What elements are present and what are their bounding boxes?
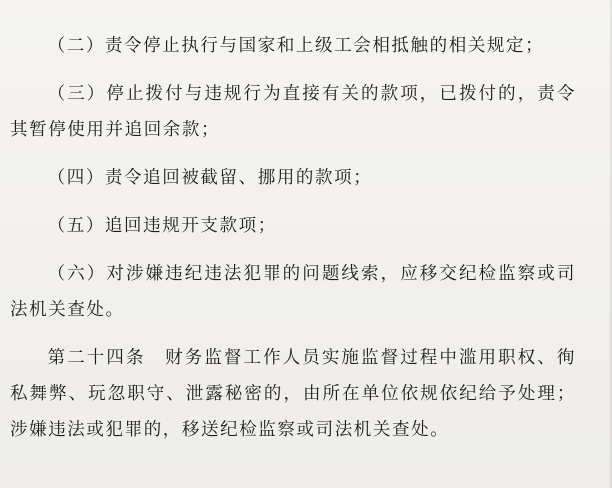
- item-2-paragraph: （二）责令停止执行与国家和上级工会相抵触的相关规定；: [47, 36, 545, 56]
- article-24-paragraph: 第二十四条 财务监督工作人员实施监督过程中滥用职权、徇私舞弊、玩忽职守、泄露秘密的，由所在单位依规依纪给予处理；涉嫌违法或犯罪的，移送纪检监察或司法机关查处。: [10, 348, 576, 440]
- item-4-paragraph: （四）责令追回被截留、挪用的款项；: [47, 168, 373, 188]
- item-5-paragraph: （五）追回违规开支款项；: [47, 216, 277, 236]
- item-6-paragraph: （六）对涉嫌违纪违法犯罪的问题线索，应移交纪检监察或司法机关查处。: [10, 264, 576, 320]
- item-3-paragraph: （三）停止拨付与违规行为直接有关的款项，已拨付的，责令其暂停使用并追回余款；: [10, 84, 576, 140]
